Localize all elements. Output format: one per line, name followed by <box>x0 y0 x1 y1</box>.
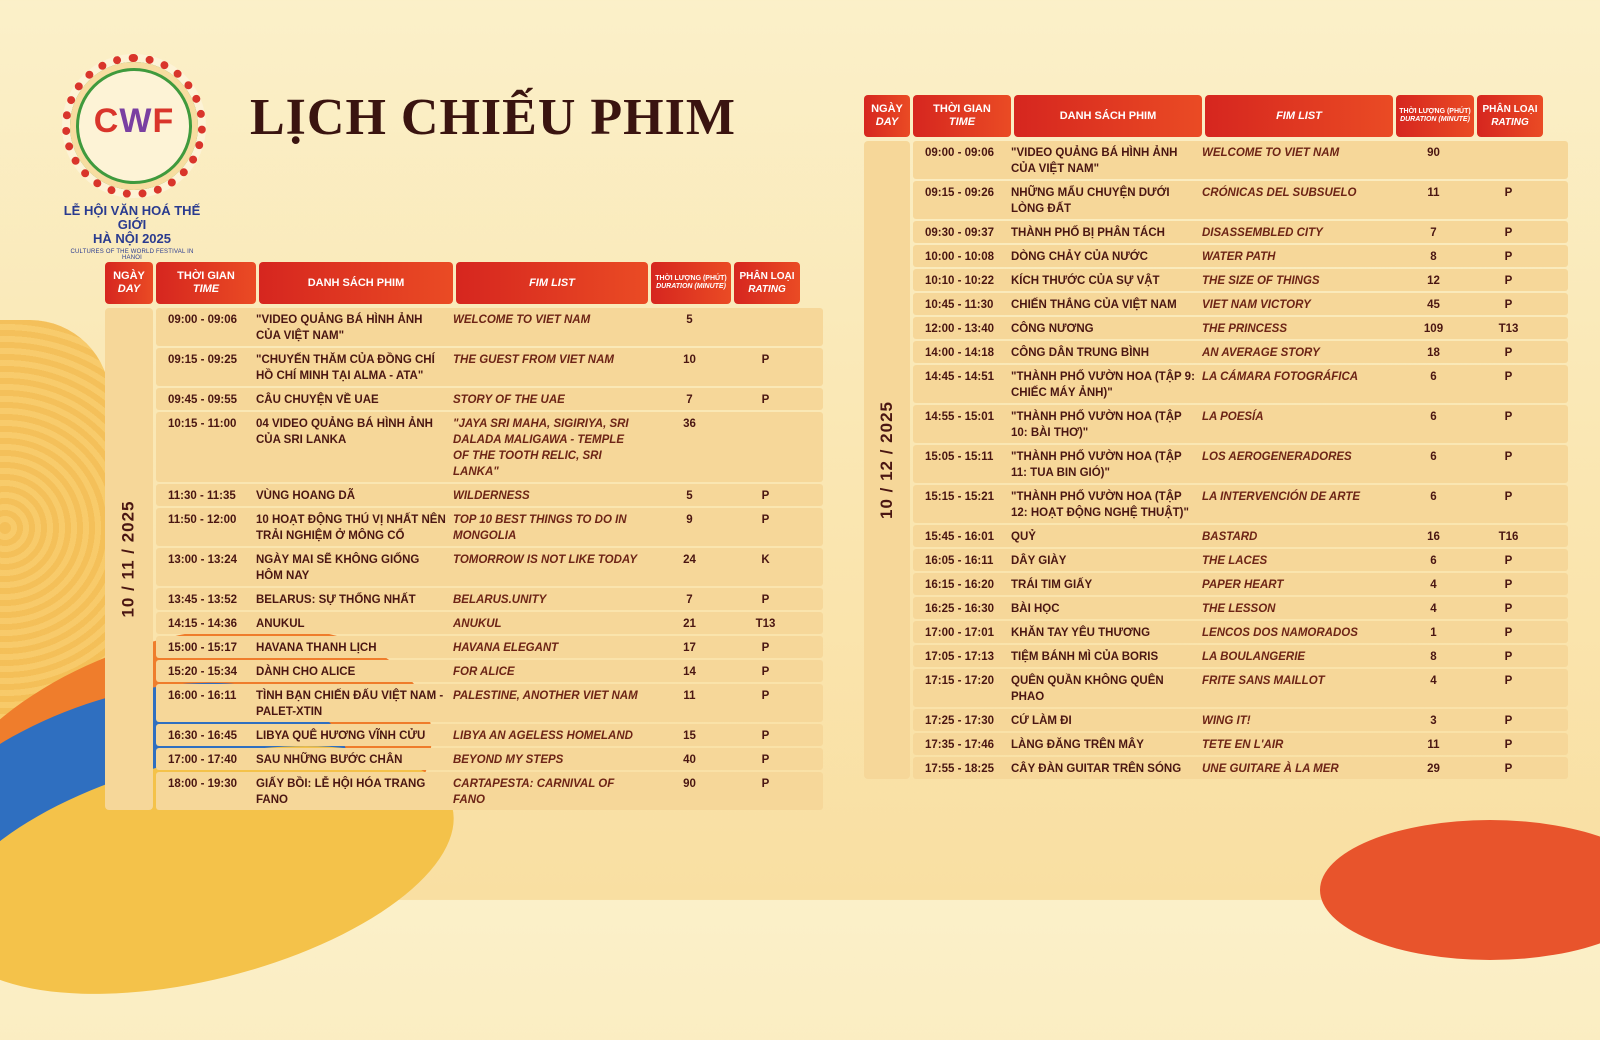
cell-film-en: WELCOME TO VIET NAM <box>453 314 591 326</box>
cell-rating: T13 <box>755 618 776 630</box>
cell-film-en: WING IT! <box>1202 715 1251 727</box>
cell-time: 16:05 - 16:11 <box>925 555 994 567</box>
cell-duration: 6 <box>1430 555 1437 567</box>
cell-film-vn: CỨ LÀM ĐI <box>1011 715 1072 727</box>
table-row <box>156 588 823 610</box>
cell-time: 15:00 - 15:17 <box>168 642 238 654</box>
cell-rating: P <box>1504 227 1513 239</box>
table-row <box>913 733 1568 755</box>
col-header-time-vn: THỜI GIAN <box>933 103 991 115</box>
cell-film-vn: QUỶ <box>1011 531 1036 543</box>
schedule-rows <box>156 308 823 810</box>
col-header-day-vn: NGÀY <box>871 103 903 115</box>
cell-time: 09:15 - 09:26 <box>925 187 995 199</box>
table-row <box>156 684 823 722</box>
cell-duration: 7 <box>686 594 693 606</box>
col-header-rating-vn: PHÂN LOẠI <box>739 271 795 282</box>
col-header-duration-en: DURATION (MINUTE) <box>656 283 726 290</box>
cell-film-vn: 04 VIDEO QUẢNG BÁ HÌNH ẢNH CỦA SRI LANKA <box>256 418 433 446</box>
cell-duration: 6 <box>1430 451 1437 463</box>
cell-film-vn: TÌNH BẠN CHIẾN ĐẤU VIỆT NAM - PALET-XTIN <box>256 690 444 718</box>
col-header-time-vn: THỜI GIAN <box>177 270 235 282</box>
day-column <box>864 141 910 779</box>
cell-rating: P <box>1504 763 1513 775</box>
col-header-rating-en: RATING <box>1491 117 1529 128</box>
table-row <box>913 645 1568 667</box>
cell-duration: 12 <box>1427 275 1440 287</box>
cell-film-en: BELARUS.UNITY <box>453 594 547 606</box>
cell-film-vn: BÀI HỌC <box>1011 603 1060 615</box>
table-row <box>913 597 1568 619</box>
cell-film-en: TETE EN L'AIR <box>1202 739 1284 751</box>
cell-film-vn: KÍCH THƯỚC CỦA SỰ VẬT <box>1011 275 1160 287</box>
cell-rating: P <box>761 690 770 702</box>
cell-rating: K <box>761 554 770 566</box>
col-header-rating-en: RATING <box>748 284 786 295</box>
page-title: LỊCH CHIẾU PHIM <box>250 89 736 146</box>
cell-rating: T16 <box>1498 531 1519 543</box>
cell-duration: 11 <box>1427 739 1440 751</box>
table-row <box>913 445 1568 483</box>
cell-rating: P <box>1504 347 1513 359</box>
cell-rating: P <box>1504 651 1513 663</box>
cell-film-vn: CÔNG DÂN TRUNG BÌNH <box>1011 347 1149 359</box>
cell-duration: 5 <box>686 314 693 326</box>
cell-film-vn: CÔNG NƯƠNG <box>1011 323 1094 335</box>
cell-film-en: LA POESÍA <box>1202 411 1264 423</box>
cell-duration: 5 <box>686 490 693 502</box>
cell-time: 16:30 - 16:45 <box>168 730 238 742</box>
cell-film-vn: NHỮNG MẨU CHUYỆN DƯỚI LÒNG ĐẤT <box>1011 187 1170 215</box>
table-row <box>156 660 823 682</box>
cell-time: 16:15 - 16:20 <box>925 579 995 591</box>
cell-film-vn: DÀNH CHO ALICE <box>256 666 356 678</box>
table-row <box>913 525 1568 547</box>
cell-duration: 6 <box>1430 491 1437 503</box>
cell-film-en: DISASSEMBLED CITY <box>1202 227 1323 239</box>
col-header-duration-en: DURATION (MINUTE) <box>1400 116 1470 123</box>
cell-duration: 11 <box>683 690 696 702</box>
cell-rating: P <box>1504 715 1513 727</box>
cell-duration: 16 <box>1427 531 1440 543</box>
cell-film-vn: DÒNG CHẢY CỦA NƯỚC <box>1011 251 1148 263</box>
col-header-film-en <box>1205 95 1393 137</box>
cell-rating: P <box>1504 299 1513 311</box>
cell-time: 13:45 - 13:52 <box>168 594 238 606</box>
cell-rating <box>731 312 800 344</box>
table-row <box>913 317 1568 339</box>
col-header-duration-vn: THỜI LƯỢNG (PHÚT) <box>655 275 727 282</box>
cell-film-vn: KHĂN TAY YÊU THƯƠNG <box>1011 627 1151 639</box>
cell-rating: P <box>1504 555 1513 567</box>
cell-time: 09:00 - 09:06 <box>168 314 238 326</box>
col-header-film-vn <box>259 262 453 304</box>
logo-name <box>62 204 202 246</box>
cell-time: 15:20 - 15:34 <box>168 666 238 678</box>
cell-time: 14:00 - 14:18 <box>925 347 995 359</box>
cell-film-en: WILDERNESS <box>453 490 530 502</box>
col-header-film-vn-vn: DANH SÁCH PHIM <box>1059 109 1157 122</box>
cell-rating: P <box>761 394 770 406</box>
table-row <box>913 181 1568 219</box>
cell-duration: 7 <box>1430 227 1437 239</box>
cell-film-en: CARTAPESTA: CARNIVAL OF FANO <box>453 778 615 806</box>
cell-time: 09:30 - 09:37 <box>925 227 995 239</box>
cell-film-vn: "THÀNH PHỐ VƯỜN HOA (TẬP 9: CHIẾC MÁY ẢNH)" <box>1011 371 1195 399</box>
table-row <box>913 669 1568 707</box>
table-header <box>105 262 823 304</box>
cell-duration: 4 <box>1430 579 1437 591</box>
cell-duration: 11 <box>1427 187 1440 199</box>
cell-rating: P <box>761 778 770 790</box>
table-row <box>156 484 823 506</box>
background-wave <box>1320 820 1600 960</box>
cell-time: 11:30 - 11:35 <box>168 490 236 502</box>
cell-time: 09:45 - 09:55 <box>168 394 238 406</box>
cell-rating: P <box>761 666 770 678</box>
cell-time: 15:15 - 15:21 <box>925 491 995 503</box>
cell-film-en: FRITE SANS MAILLOT <box>1202 675 1325 687</box>
cell-time: 10:15 - 11:00 <box>168 418 237 430</box>
schedule-table-day2 <box>864 95 1568 779</box>
cell-film-en: WATER PATH <box>1202 251 1276 263</box>
cell-time: 16:00 - 16:11 <box>168 690 237 702</box>
cell-time: 17:00 - 17:01 <box>925 627 995 639</box>
cell-duration: 10 <box>683 354 696 366</box>
cell-rating: P <box>1504 275 1513 287</box>
table-row <box>913 757 1568 779</box>
cell-film-vn: DÂY GIÀY <box>1011 555 1067 567</box>
cell-film-en: THE LESSON <box>1202 603 1276 615</box>
cell-film-vn: "THÀNH PHỐ VƯỜN HOA (TẬP 12: HOẠT ĐỘNG NGHỆ THUẬT)" <box>1011 491 1189 519</box>
cell-film-vn: CÂU CHUYỆN VỀ UAE <box>256 394 379 406</box>
cell-film-vn: TIỆM BÁNH MÌ CỦA BORIS <box>1011 651 1159 663</box>
cell-rating: P <box>1504 411 1513 423</box>
col-header-day-en: DAY <box>117 283 141 295</box>
cell-film-vn: "THÀNH PHỐ VƯỜN HOA (TẬP 11: TUA BIN GIÓ)" <box>1011 451 1182 479</box>
cell-time: 10:45 - 11:30 <box>925 299 994 311</box>
cell-film-vn: QUÊN QUẦN KHÔNG QUÊN PHAO <box>1011 675 1164 703</box>
cell-film-en: THE LACES <box>1202 555 1268 567</box>
logo-emblem <box>62 54 206 198</box>
cell-film-vn: LIBYA QUÊ HƯƠNG VĨNH CỬU <box>256 730 426 742</box>
table-row <box>913 573 1568 595</box>
cell-film-en: THE GUEST FROM VIET NAM <box>453 354 614 366</box>
table-row <box>156 388 823 410</box>
cell-rating: P <box>761 490 770 502</box>
col-header-time-en: TIME <box>192 283 220 295</box>
cell-rating: P <box>761 354 770 366</box>
table-row <box>913 621 1568 643</box>
cell-rating: P <box>761 642 770 654</box>
cell-time: 15:45 - 16:01 <box>925 531 995 543</box>
table-row <box>913 293 1568 315</box>
cell-time: 17:35 - 17:46 <box>925 739 995 751</box>
festival-logo <box>62 54 202 261</box>
cell-film-en: LA INTERVENCIÓN DE ARTE <box>1202 491 1361 503</box>
cell-duration: 9 <box>686 514 693 526</box>
cell-time: 10:10 - 10:22 <box>925 275 995 287</box>
cell-film-en: LENCOS DOS NAMORADOS <box>1202 627 1358 639</box>
table-row <box>913 269 1568 291</box>
col-header-rating <box>1477 95 1543 137</box>
cell-time: 16:25 - 16:30 <box>925 603 995 615</box>
cell-film-vn: "VIDEO QUẢNG BÁ HÌNH ẢNH CỦA VIỆT NAM" <box>1011 147 1178 175</box>
table-row <box>913 365 1568 403</box>
cell-duration: 6 <box>1430 411 1437 423</box>
cell-film-en: LA CÁMARA FOTOGRÁFICA <box>1202 371 1359 383</box>
table-row <box>913 709 1568 731</box>
cell-film-en: TOMORROW IS NOT LIKE TODAY <box>453 554 637 566</box>
cell-film-vn: BELARUS: SỰ THỐNG NHẤT <box>256 594 416 606</box>
cell-film-vn: "THÀNH PHỐ VƯỜN HOA (TẬP 10: BÀI THƠ)" <box>1011 411 1182 439</box>
cell-film-en: BASTARD <box>1202 531 1258 543</box>
col-header-rating-vn: PHÂN LOẠI <box>1482 104 1538 115</box>
cell-rating: P <box>1504 579 1513 591</box>
cell-film-vn: ANUKUL <box>256 618 305 630</box>
day-label: 10 / 12 / 2025 <box>877 401 897 519</box>
table-row <box>913 549 1568 571</box>
cell-rating: P <box>1504 251 1513 263</box>
cell-film-vn: NGÀY MAI SẼ KHÔNG GIỐNG HÔM NAY <box>256 554 420 582</box>
col-header-film-en <box>456 262 648 304</box>
table-row <box>156 748 823 770</box>
day-label: 10 / 11 / 2025 <box>119 500 139 618</box>
table-row <box>156 636 823 658</box>
cell-rating: P <box>761 754 770 766</box>
cell-time: 14:15 - 14:36 <box>168 618 238 630</box>
cell-rating: P <box>1504 371 1513 383</box>
cell-film-vn: LÀNG ĐĂNG TRÊN MÂY <box>1011 739 1144 751</box>
schedule-table-day1 <box>105 262 823 810</box>
logo-subtitle: CULTURES OF THE WORLD FESTIVAL IN HANOI <box>70 249 194 261</box>
cell-time: 12:00 - 13:40 <box>925 323 995 335</box>
cell-film-en: TOP 10 BEST THINGS TO DO IN MONGOLIA <box>453 514 627 542</box>
cell-duration: 17 <box>683 642 696 654</box>
table-row <box>156 548 823 586</box>
cell-time: 18:00 - 19:30 <box>168 778 238 790</box>
cell-duration: 90 <box>1427 147 1440 159</box>
cell-film-en: PALESTINE, ANOTHER VIET NAM <box>453 690 638 702</box>
cell-film-en: LIBYA AN AGELESS HOMELAND <box>453 730 633 742</box>
cell-rating: P <box>761 730 770 742</box>
cell-duration: 7 <box>686 394 693 406</box>
day-column <box>105 308 153 810</box>
table-row <box>156 612 823 634</box>
cell-film-en: FOR ALICE <box>453 666 515 678</box>
cell-rating: P <box>1504 739 1513 751</box>
col-header-rating <box>734 262 800 304</box>
cell-rating <box>731 416 800 480</box>
cell-duration: 36 <box>683 418 696 430</box>
cell-film-en: LOS AEROGENERADORES <box>1202 451 1352 463</box>
cell-duration: 8 <box>1430 651 1437 663</box>
cell-film-vn: 10 HOẠT ĐỘNG THÚ VỊ NHẤT NÊN TRẢI NGHIỆM Ở MÔNG CỔ <box>256 514 446 542</box>
col-header-time-en: TIME <box>948 116 976 128</box>
cell-time: 10:00 - 10:08 <box>925 251 995 263</box>
cell-time: 17:05 - 17:13 <box>925 651 995 663</box>
cell-duration: 90 <box>683 778 696 790</box>
col-header-film-en-en: FIM LIST <box>1276 109 1322 122</box>
logo-name-line1: LỄ HỘI VĂN HOÁ THẾ GIỚI <box>63 203 201 232</box>
cell-film-vn: CÂY ĐÀN GUITAR TRÊN SÓNG <box>1011 763 1182 775</box>
schedule-rows <box>913 141 1568 779</box>
cell-duration: 24 <box>683 554 696 566</box>
cell-rating: T13 <box>1498 323 1519 335</box>
logo-mark: CWF <box>93 102 175 140</box>
cell-rating <box>1474 145 1543 177</box>
cell-duration: 3 <box>1430 715 1437 727</box>
cell-film-en: HAVANA ELEGANT <box>453 642 559 654</box>
col-header-day-en: DAY <box>875 116 899 128</box>
cell-film-en: THE SIZE OF THINGS <box>1202 275 1320 287</box>
table-row <box>156 412 823 482</box>
col-header-day <box>105 262 153 304</box>
cell-film-vn: THÀNH PHỐ BỊ PHÂN TÁCH <box>1011 227 1165 239</box>
table-row <box>913 485 1568 523</box>
cell-duration: 40 <box>683 754 696 766</box>
cell-film-en: STORY OF THE UAE <box>453 394 565 406</box>
cell-time: 13:00 - 13:24 <box>168 554 238 566</box>
col-header-day-vn: NGÀY <box>113 270 145 282</box>
cell-film-vn: "CHUYẾN THĂM CỦA ĐỒNG CHÍ HỒ CHÍ MINH TẠI ALMA - ATA" <box>256 354 435 382</box>
cell-rating: P <box>1504 187 1513 199</box>
col-header-time <box>156 262 256 304</box>
table-row <box>913 341 1568 363</box>
cell-film-vn: CHIẾN THẮNG CỦA VIỆT NAM <box>1011 299 1177 311</box>
cell-film-en: "JAYA SRI MAHA, SIGIRIYA, SRI DALADA MALIGAWA - TEMPLE OF THE TOOTH RELIC, SRI LANKA" <box>453 418 629 478</box>
cell-duration: 14 <box>683 666 696 678</box>
col-header-duration <box>651 262 731 304</box>
cell-film-en: BEYOND MY STEPS <box>453 754 564 766</box>
cell-film-en: VIET NAM VICTORY <box>1202 299 1311 311</box>
cell-film-vn: HAVANA THANH LỊCH <box>256 642 377 654</box>
cell-film-vn: TRÁI TIM GIẤY <box>1011 579 1093 591</box>
col-header-duration-vn: THỜI LƯỢNG (PHÚT) <box>1399 108 1471 115</box>
cell-film-en: PAPER HEART <box>1202 579 1284 591</box>
cell-film-en: AN AVERAGE STORY <box>1202 347 1320 359</box>
col-header-film-vn-vn: DANH SÁCH PHIM <box>307 276 405 289</box>
cell-film-en: UNE GUITARE À LA MER <box>1202 763 1339 775</box>
col-header-duration <box>1396 95 1474 137</box>
logo-name-line2: HÀ NỘI 2025 <box>92 231 172 246</box>
cell-duration: 21 <box>683 618 696 630</box>
cell-film-en: ANUKUL <box>453 618 502 630</box>
cell-film-vn: VÙNG HOANG DÃ <box>256 490 356 502</box>
table-body <box>105 308 823 810</box>
cell-time: 14:45 - 14:51 <box>925 371 995 383</box>
table-row <box>913 245 1568 267</box>
cell-time: 17:15 - 17:20 <box>925 675 995 687</box>
table-row <box>156 348 823 386</box>
cell-time: 15:05 - 15:11 <box>925 451 994 463</box>
cell-rating: P <box>1504 675 1513 687</box>
table-row <box>156 724 823 746</box>
cell-duration: 1 <box>1430 627 1437 639</box>
cell-rating: P <box>761 594 770 606</box>
cell-film-en: WELCOME TO VIET NAM <box>1202 147 1340 159</box>
cell-time: 14:55 - 15:01 <box>925 411 995 423</box>
cell-duration: 8 <box>1430 251 1437 263</box>
cell-duration: 15 <box>683 730 696 742</box>
col-header-film-vn <box>1014 95 1202 137</box>
cell-film-vn: GIẤY BỒI: LỄ HỘI HÓA TRANG FANO <box>256 778 426 806</box>
cell-film-vn: SAU NHỮNG BƯỚC CHÂN <box>256 754 403 766</box>
cell-duration: 4 <box>1430 603 1437 615</box>
col-header-time <box>913 95 1011 137</box>
col-header-day <box>864 95 910 137</box>
cell-time: 09:15 - 09:25 <box>168 354 238 366</box>
cell-duration: 109 <box>1423 323 1444 335</box>
table-row <box>156 308 823 346</box>
cell-film-en: CRÓNICAS DEL SUBSUELO <box>1202 187 1357 199</box>
cell-duration: 45 <box>1427 299 1440 311</box>
table-row <box>156 508 823 546</box>
col-header-film-en-en: FIM LIST <box>529 276 575 289</box>
table-row <box>156 772 823 810</box>
cell-time: 17:55 - 18:25 <box>925 763 995 775</box>
cell-film-vn: "VIDEO QUẢNG BÁ HÌNH ẢNH CỦA VIỆT NAM" <box>256 314 423 342</box>
cell-time: 11:50 - 12:00 <box>168 514 237 526</box>
cell-duration: 4 <box>1430 675 1437 687</box>
cell-rating: P <box>1504 491 1513 503</box>
cell-rating: P <box>761 514 770 526</box>
cell-duration: 29 <box>1427 763 1440 775</box>
cell-rating: P <box>1504 451 1513 463</box>
table-body <box>864 141 1568 779</box>
table-row <box>913 141 1568 179</box>
cell-film-en: THE PRINCESS <box>1202 323 1287 335</box>
cell-time: 09:00 - 09:06 <box>925 147 995 159</box>
table-row <box>913 221 1568 243</box>
cell-time: 17:25 - 17:30 <box>925 715 995 727</box>
cell-film-en: LA BOULANGERIE <box>1202 651 1306 663</box>
cell-duration: 18 <box>1427 347 1440 359</box>
table-row <box>913 405 1568 443</box>
cell-duration: 6 <box>1430 371 1437 383</box>
table-header <box>864 95 1568 137</box>
cell-rating: P <box>1504 603 1513 615</box>
cell-time: 17:00 - 17:40 <box>168 754 238 766</box>
cell-rating: P <box>1504 627 1513 639</box>
